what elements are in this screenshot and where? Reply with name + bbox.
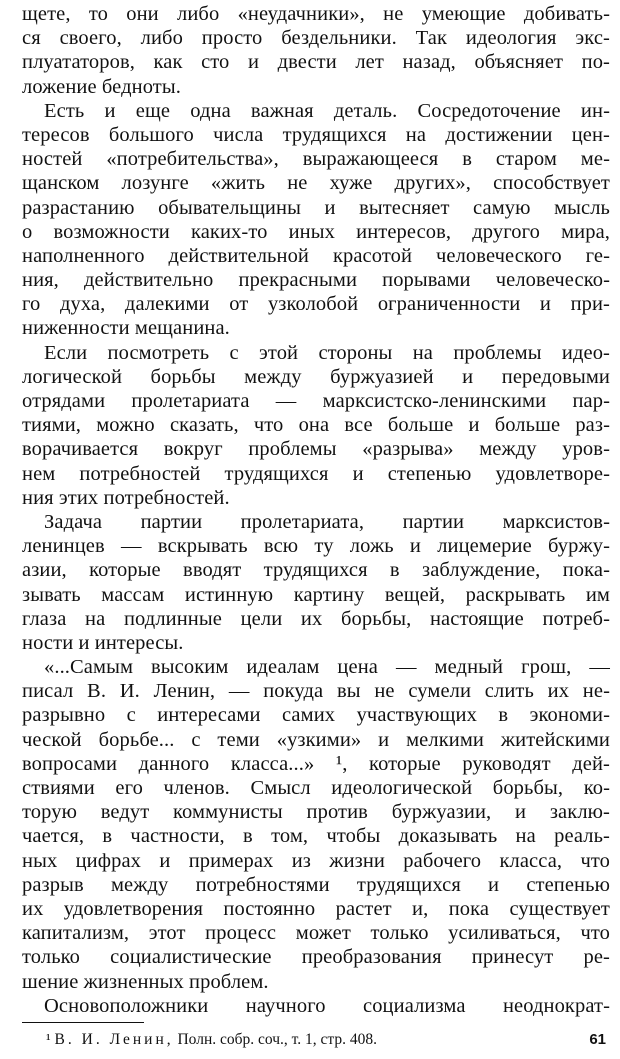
text-line: ности и интересы.: [22, 631, 184, 654]
text-line: ся своего, либо просто бездельники. Так идеология экс-: [22, 27, 610, 50]
text-line: писал В. И. Ленин, — покуда вы не сумели слить их не-: [22, 680, 610, 703]
text-line: зывать массам истинную картину вещей, раскрывать им: [22, 583, 610, 606]
text-line: плуататоров, как сто и двести лет назад, объясняет по-: [22, 51, 610, 74]
text-line: ных цифрах и примерах из жизни рабочего класса, что: [22, 849, 610, 872]
text-line: отрядами пролетариата — марксистско-ленинскими пар-: [22, 390, 610, 412]
text-line: тересов большого числа трудящихся на достижении цен-: [22, 123, 610, 146]
footnote-marker: ¹: [46, 1031, 51, 1048]
text-line: наполненного действительной красотой человеческого ге-: [22, 244, 610, 267]
text-line: разрыв между потребностями трудящихся и степенью: [22, 873, 610, 896]
text-line: разрывно с интересами самих участвующих в экономи-: [22, 704, 610, 727]
text-line: тиями, можно сказать, что она все больше и больше раз-: [22, 414, 610, 437]
text-line: ческой борьбе... с теми «узкими» и мелкими житейскими: [22, 728, 610, 751]
text-line: «...Самым высоким идеалам цена — медный грош, —: [44, 656, 610, 679]
footnote-source: Полн. собр. соч., т. 1, стр. 408.: [177, 1031, 377, 1048]
body-text: [22, 2, 610, 1018]
text-line: азии, которые вводят трудящихся в заблуждение, пока-: [22, 559, 610, 582]
text-line: только социалистические преобразования принесут ре-: [22, 946, 610, 969]
footnote: [46, 1030, 377, 1050]
text-line: ленинцев — вскрывать всю ту ложь и лицемерие буржу-: [22, 535, 610, 558]
text-line: Есть и еще одна важная деталь. Сосредоточение ин-: [44, 99, 610, 122]
page-number: 61: [589, 1031, 606, 1048]
text-line: ния этих потребностей.: [22, 486, 230, 509]
footnote-rule: [22, 1022, 144, 1023]
text-line: щете, то они либо «неудачники», не умеющие добивать-: [22, 3, 610, 25]
text-line: ностей «потребительства», выражающееся в старом ме-: [22, 148, 610, 171]
text-line: Основоположники научного социализма неоднократ-: [44, 994, 610, 1017]
text-line: го духа, далекими от узколобой ограниченности и при-: [22, 293, 610, 316]
text-line: ложение бедноты.: [22, 75, 181, 98]
text-line: разрастанию обывательщины и вытесняет самую мысль: [22, 196, 610, 219]
text-line: о возможности каких-то иных интересов, другого мира,: [22, 220, 610, 243]
text-line: торую ведут коммунисты против буржуазии, и заклю-: [22, 801, 610, 824]
text-line: ниженности мещанина.: [22, 317, 230, 340]
text-line: вопросами данного класса...» ¹, которые руководят дей-: [22, 752, 610, 775]
text-line: логической борьбы между буржуазией и передовыми: [22, 365, 610, 388]
text-line: ворачивается вокруг проблемы «разрыва» между уров-: [22, 438, 610, 461]
text-line: чается, в частности, в том, чтобы доказывать на реаль-: [22, 825, 610, 848]
text-line: их удовлетворения постоянно растет и, пока существует: [22, 897, 610, 920]
text-line: ния, действительно прекрасными порывами человеческо-: [22, 269, 610, 292]
text-line: Если посмотреть с этой стороны на проблемы идео-: [44, 341, 610, 364]
text-line: Задача партии пролетариата, партии марксистов-: [44, 510, 610, 533]
text-line: нем потребностей трудящихся и степенью удовлетворе-: [22, 462, 610, 485]
text-line: капитализм, этот процесс может только усиливаться, что: [22, 922, 610, 945]
text-line: глаза на подлинные цели их борьбы, настоящие потреб-: [22, 607, 610, 630]
text-line: ствиями его членов. Смысл идеологической борьбы, ко-: [22, 777, 610, 799]
text-line: шение жизненных проблем.: [22, 970, 269, 993]
text-line: щанском лозунге «жить не хуже других», способствует: [22, 172, 610, 195]
footnote-author: В. И. Ленин,: [54, 1031, 174, 1048]
